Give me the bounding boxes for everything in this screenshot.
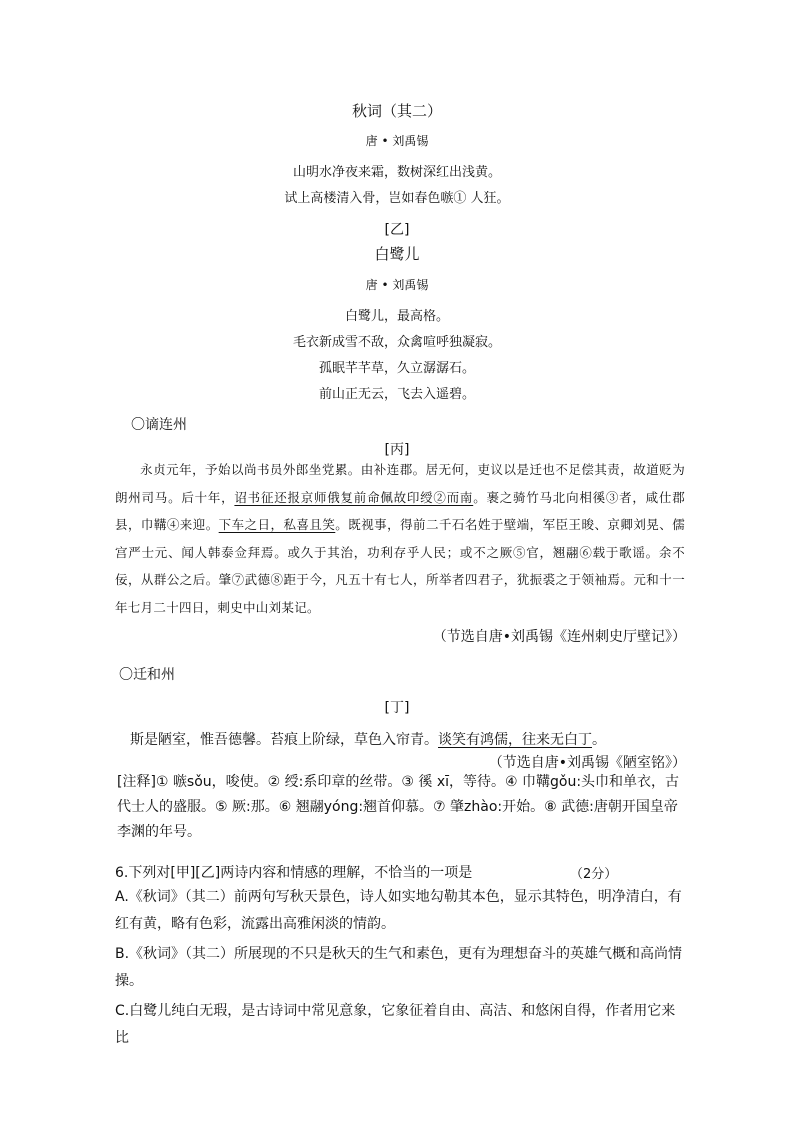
section-d-label: [丁] [384, 700, 410, 716]
poem-a-author: 唐 • 刘禹锡 [365, 134, 429, 148]
question-stem: 6.下列对[甲][乙]两诗内容和情感的理解，不恰当的一项是 [115, 865, 473, 881]
option-a: A.《秋词》（其二）前两句写秋天景色，诗人如实地勾勒其本色，显示其特色，明净清白，有红有黄，略有色彩，流露出高雅闲淡的情韵。 [115, 889, 682, 932]
poem-b-line-4: 前山正无云，飞去入遥碧。 [318, 387, 475, 402]
passage-text-2: 。裹之骑竹马北向相徯③者，咸仕郡县，巾鞲④来迎。 [115, 489, 685, 533]
option-b: B.《秋词》（其二）所展现的不只是秋天的生气和素色，更有为理想奋斗的英雄气概和高尚情操。 [115, 946, 683, 989]
poem-b-line-1: 白鹭儿，最高格。 [344, 309, 449, 324]
poem-b-line-2: 毛衣新成雪不敌，众禽喧呼独凝寂。 [292, 335, 501, 350]
section-d-heading: 〇迁和州 [119, 667, 175, 683]
poem-b-author: 唐 • 刘禹锡 [365, 278, 429, 292]
poem-b-title: 白鹭儿 [374, 245, 420, 263]
section-d-source: （节选自唐•刘禹锡《陋室铭》） [488, 755, 686, 771]
section-d-text [130, 729, 606, 749]
annotation-notes: [注释]① 嗾sǒu，唆使。② 绶:系印章的丝带。③ 徯 xī，等待。④ 巾鞲gǒu:头巾和单衣，古代士人的盛服。⑤ 厥:那。⑥ 翘翮yóng:翘首仰慕。⑦ 肇zhào:开始。⑧ 武德:唐朝开国皇帝李渊的年号。 [117, 774, 680, 840]
section-c-heading: 〇谪连州 [131, 417, 187, 433]
section-c-label: [丙] [384, 442, 410, 458]
underlined-sentence-1: 诏书征还报京师俄复前命佩故印绶②而南 [234, 489, 474, 505]
poem-a-line-1: 山明水净夜来霜，数树深红出浅黄。 [292, 165, 501, 180]
section-c-passage [115, 456, 685, 622]
question-score: （2分） [570, 867, 618, 882]
poem-b-line-3: 孤眠芊芊草，久立潺潺石。 [318, 361, 475, 376]
passage-text-3: 。既视事，得前二千石名姓于壁端，军臣王晙、京卿刘晃、儒宫严士元、闻人韩泰佥拜焉。或久于其治，功利存乎人民；或不之厥⑤官，翘翮⑥载于歌谣。余不佞，从群公之后。肇⑦武德⑧距于今，凡五十有七人，所举者四君子，犹振裘之于领袖焉。元和十一年七月二十四日，刺史中山刘某记。 [115, 517, 685, 615]
section-c-source: （节选自唐•刘禹锡《连州刺史厅壁记》） [432, 629, 686, 645]
underlined-sentence-3: 谈笑有鸿儒，往来无白丁 [438, 732, 592, 748]
underlined-sentence-2: 下车之日，私喜且笑 [218, 517, 336, 533]
poem-b-label: [乙] [384, 222, 410, 238]
option-c: C.白鹭儿纯白无瑕，是古诗词中常见意象，它象征着自由、高洁、和悠闲自得，作者用它来比 [115, 1003, 676, 1046]
poem-a-line-2: 试上高楼清入骨，岂如春色嗾① 人狂。 [284, 191, 510, 206]
passage-text-1: 永贞元年，予始以尚书员外郎坐党累。由补连郡。居无何，吏议以是迁也不足偿其责，故道贬为朗州司马。后十年， [115, 462, 685, 505]
inscription-text: 斯是陋室，惟吾德馨。苔痕上阶绿，草色入帘青。 [130, 732, 438, 748]
poem-a-title: 秋词（其二） [351, 102, 442, 120]
inscription-end: 。 [592, 732, 606, 748]
